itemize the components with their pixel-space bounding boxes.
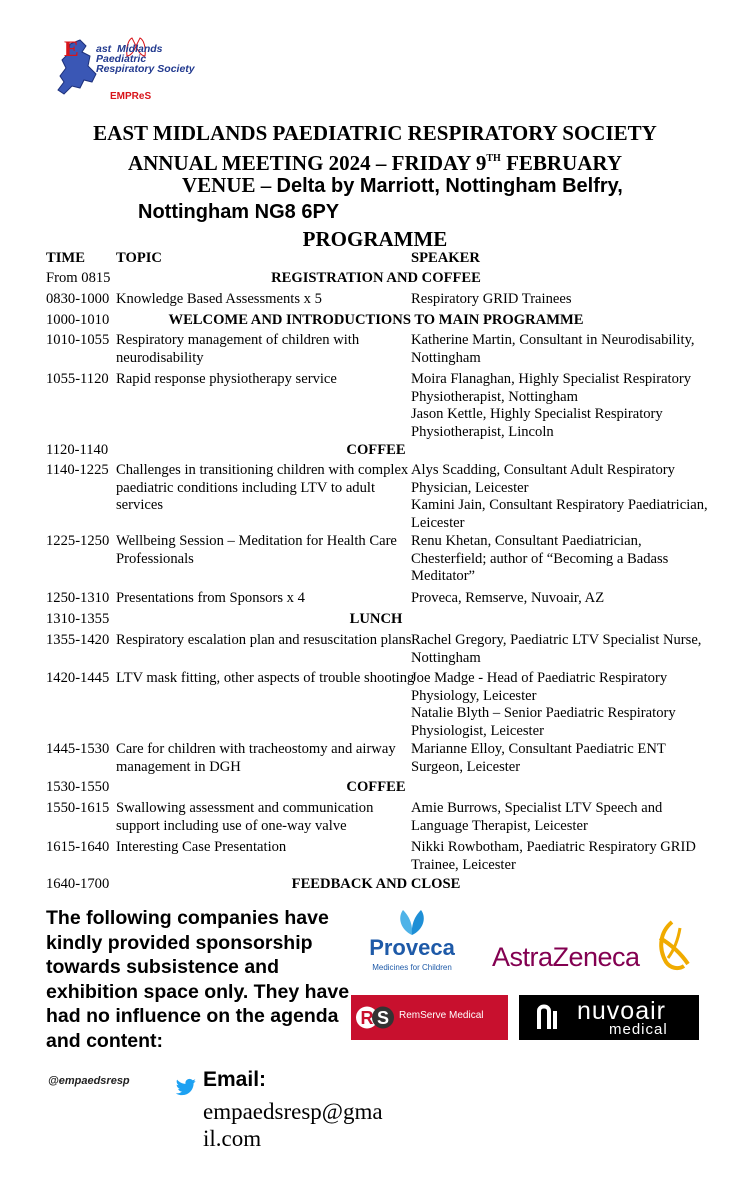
logo-abbreviation: EMPReS: [110, 91, 152, 102]
venue-line-1: VENUE – Delta by Marriott, Nottingham Belfry,: [182, 173, 623, 197]
speaker: Proveca, Remserve, Nuvoair, AZ: [411, 590, 605, 606]
twitter-handle[interactable]: @empaedsresp: [48, 1075, 130, 1087]
nuvoair-mark-icon: [535, 1003, 565, 1033]
row-topic: Wellbeing Session – Meditation for Health Care Professionals: [116, 533, 397, 567]
row-time: 1055-1120: [46, 371, 109, 387]
row-time: 1550-1615: [46, 800, 110, 816]
proveca-tagline: Medicines for Children: [372, 963, 452, 972]
venue-line-2: Nottingham NG8 6PY: [138, 201, 340, 223]
astrazeneca-symbol-icon: [650, 918, 694, 974]
row-speakers: [411, 332, 711, 367]
row-time: 1640-1700: [46, 876, 110, 892]
row-time: 1310-1355: [46, 611, 110, 627]
row-time: From 0815: [46, 270, 111, 286]
row-time: 1225-1250: [46, 533, 110, 549]
speaker: Katherine Martin, Consultant in Neurodisability, Nottingham: [411, 332, 695, 366]
speaker: Amie Burrows, Specialist LTV Speech and Language Therapist, Leicester: [411, 800, 663, 834]
nuvoair-logo: [519, 995, 699, 1040]
speaker: Rachel Gregory, Paediatric LTV Specialist Nurse, Nottingham: [411, 632, 702, 666]
proveca-logo: [357, 908, 467, 980]
speaker: Jason Kettle, Highly Specialist Respiratory Physiotherapist, Lincoln: [411, 406, 663, 440]
row-topic: Interesting Case Presentation: [116, 839, 287, 855]
row-topic: Presentations from Sponsors x 4: [116, 590, 305, 606]
row-speakers: [411, 533, 711, 586]
row-section-label: WELCOME AND INTRODUCTIONS TO MAIN PROGRAMME: [168, 312, 584, 328]
email-label: Email:: [203, 1068, 267, 1091]
speaker: Kamini Jain, Consultant Respiratory Paediatrician, Leicester: [411, 497, 708, 531]
nuvoair-sub: medical: [609, 1021, 668, 1038]
row-speakers: [411, 462, 711, 532]
row-section-label: FEEDBACK AND CLOSE: [291, 876, 461, 892]
row-topic: Swallowing assessment and communication support including use of one-way valve: [116, 800, 374, 834]
row-section-label: REGISTRATION AND COFFEE: [271, 270, 481, 286]
row-speakers: [411, 741, 711, 776]
row-topic: Challenges in transitioning children with complex paediatric conditions including LTV to adult services: [116, 462, 409, 513]
row-time: 1615-1640: [46, 839, 110, 855]
row-time: 1420-1445: [46, 670, 110, 686]
row-topic: Respiratory escalation plan and resuscitation plans: [116, 632, 412, 648]
row-time: 1250-1310: [46, 590, 110, 606]
speaker: Natalie Blyth – Senior Paediatric Respiratory Physiologist, Leicester: [411, 705, 676, 739]
astrazeneca-logo: [490, 910, 700, 980]
row-speakers: [411, 291, 711, 309]
row-time: 1010-1055: [46, 332, 110, 348]
logo-text: ast Midlands Paediatric Respiratory Society: [96, 43, 195, 75]
row-speakers: [411, 590, 711, 608]
row-topic: Care for children with tracheostomy and airway management in DGH: [116, 741, 396, 775]
speaker: Nikki Rowbotham, Paediatric Respiratory GRID Trainee, Leicester: [411, 839, 696, 873]
row-speakers: [411, 371, 711, 441]
topic-header: TOPIC: [116, 250, 162, 266]
row-time: 1530-1550: [46, 779, 110, 795]
speaker-header: SPEAKER: [411, 250, 480, 266]
row-speakers: [411, 839, 711, 874]
row-time: 1355-1420: [46, 632, 110, 648]
row-topic: Knowledge Based Assessments x 5: [116, 291, 322, 307]
speaker: Moira Flanaghan, Highly Specialist Respiratory Physiotherapist, Nottingham: [411, 371, 692, 405]
remserve-rs-icon: [355, 998, 395, 1037]
email-address[interactable]: empaedsresp@gmail.com: [203, 1099, 383, 1151]
row-topic: Respiratory management of children with neurodisability: [116, 332, 360, 366]
svg-text:E: E: [64, 36, 79, 61]
row-time: 1140-1225: [46, 462, 109, 478]
speaker: Joe Madge - Head of Paediatric Respiratory Physiology, Leicester: [411, 670, 668, 704]
time-header: TIME: [46, 250, 85, 266]
row-section-label: LUNCH: [349, 611, 403, 627]
sponsorship-notice: The following companies have kindly provided sponsorship towards subsistence and exhibition space only. They have had no influence on the agenda and content:: [46, 907, 350, 1052]
remserve-mark-s: S: [376, 1008, 390, 1028]
speaker: Respiratory GRID Trainees: [411, 291, 572, 307]
proveca-name: Proveca: [369, 935, 455, 960]
row-speakers: [411, 670, 711, 740]
twitter-bird-icon: [176, 1078, 196, 1096]
astrazeneca-name: AstraZeneca: [492, 942, 640, 972]
row-section-label: COFFEE: [346, 442, 406, 458]
row-topic: Rapid response physiotherapy service: [116, 371, 337, 387]
speaker: Alys Scadding, Consultant Adult Respiratory Physician, Leicester: [411, 462, 675, 496]
programme-heading: PROGRAMME: [302, 227, 448, 251]
remserve-mark-r: R: [360, 1008, 374, 1028]
row-topic: LTV mask fitting, other aspects of trouble shooting: [116, 670, 415, 686]
speaker: Renu Khetan, Consultant Paediatrician, Chesterfield; author of “Becoming a Badass Meditator”: [411, 533, 669, 584]
row-section-label: COFFEE: [346, 779, 406, 795]
nuvoair-name: nuvoair: [577, 997, 666, 1025]
row-time: 1000-1010: [46, 312, 110, 328]
society-title: EAST MIDLANDS PAEDIATRIC RESPIRATORY SOCIETY: [93, 121, 657, 145]
remserve-logo: [351, 995, 508, 1040]
meeting-title: ANNUAL MEETING 2024 – FRIDAY 9TH FEBRUARY: [127, 151, 623, 175]
proveca-leaf-icon: [395, 908, 429, 936]
row-speakers: [411, 632, 711, 667]
row-time: 1120-1140: [46, 442, 109, 458]
row-time: 1445-1530: [46, 741, 110, 757]
row-time: 0830-1000: [46, 291, 110, 307]
remserve-name: RemServe Medical: [399, 1010, 484, 1021]
speaker: Marianne Elloy, Consultant Paediatric ENT Surgeon, Leicester: [411, 741, 666, 775]
row-speakers: [411, 800, 711, 835]
